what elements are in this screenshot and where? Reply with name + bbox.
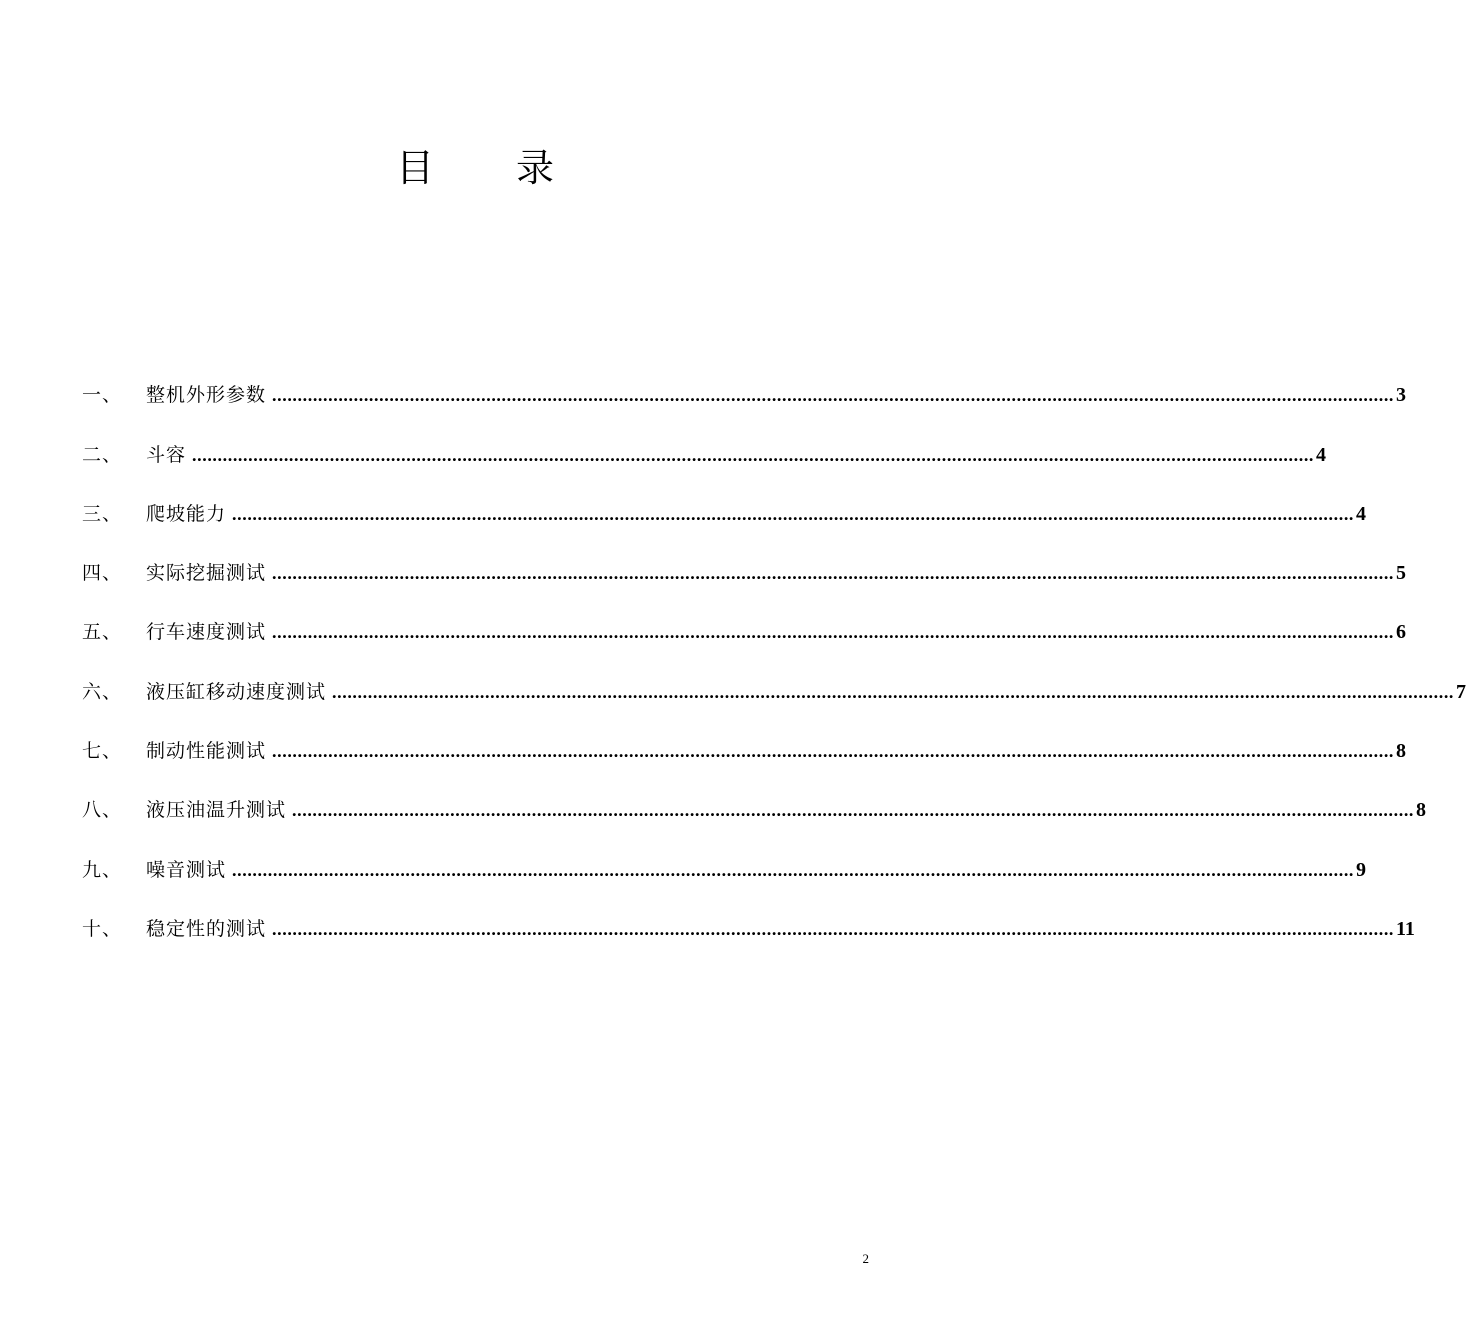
toc-entry-number: 一、 bbox=[82, 384, 123, 407]
toc-entry-number: 四、 bbox=[82, 562, 123, 585]
toc-dot-leader: ............................................................................................................................................................................................................................ bbox=[272, 385, 1395, 406]
toc-entry-page: 4 bbox=[1356, 502, 1367, 525]
title-char-1: 目 bbox=[395, 146, 434, 190]
toc-dot-leader: ............................................................................................................................................................................................................................ bbox=[192, 444, 1315, 465]
toc-dot-leader: ............................................................................................................................................................................................................................ bbox=[272, 741, 1395, 762]
toc-entry-number: 八、 bbox=[82, 799, 123, 822]
toc-entry-number: 十、 bbox=[82, 917, 123, 940]
toc-entry-page: 8 bbox=[1396, 740, 1407, 763]
toc-entry-title: 实际挖掘测试 bbox=[146, 562, 267, 585]
toc-dot-leader: ............................................................................................................................................................................................................................ bbox=[272, 563, 1395, 584]
toc-entry-number: 七、 bbox=[82, 740, 123, 763]
toc-entry-page: 7 bbox=[1456, 680, 1466, 703]
toc-entry-title: 制动性能测试 bbox=[146, 740, 267, 763]
toc-entry[interactable] bbox=[82, 414, 1327, 473]
toc-entry-page: 6 bbox=[1396, 621, 1407, 644]
toc-dot-leader: ............................................................................................................................................................................................................................ bbox=[292, 800, 1415, 821]
toc-entry[interactable] bbox=[82, 711, 1407, 770]
toc-dot-leader: ............................................................................................................................................................................................................................ bbox=[332, 681, 1455, 702]
toc-entry-number: 九、 bbox=[82, 858, 123, 881]
toc-entry[interactable] bbox=[82, 355, 1407, 414]
toc-entry-number: 五、 bbox=[82, 621, 123, 644]
toc-entry[interactable] bbox=[82, 770, 1427, 829]
toc-entry-title: 液压缸移动速度测试 bbox=[146, 680, 327, 703]
toc-entry[interactable] bbox=[82, 829, 1367, 888]
toc-entry[interactable] bbox=[82, 592, 1407, 651]
title-char-2: 录 bbox=[516, 146, 555, 190]
toc-entry-title: 噪音测试 bbox=[146, 858, 227, 881]
toc-entry-title: 稳定性的测试 bbox=[146, 917, 267, 940]
toc-entry-title: 整机外形参数 bbox=[146, 384, 267, 407]
toc-dot-leader: ............................................................................................................................................................................................................................ bbox=[232, 503, 1355, 524]
toc-entry-title: 行车速度测试 bbox=[146, 621, 267, 644]
toc-entry[interactable] bbox=[82, 533, 1407, 592]
toc-entry-page: 8 bbox=[1416, 799, 1427, 822]
toc-entry-title: 斗容 bbox=[146, 443, 187, 466]
toc-dot-leader: ............................................................................................................................................................................................................................ bbox=[272, 622, 1395, 643]
toc-dot-leader: ............................................................................................................................................................................................................................ bbox=[232, 859, 1355, 880]
table-of-contents bbox=[82, 355, 1466, 948]
toc-entry-number: 二、 bbox=[82, 443, 123, 466]
toc-entry-number: 三、 bbox=[82, 502, 123, 525]
toc-entry-page: 4 bbox=[1316, 443, 1327, 466]
page-number: 2 bbox=[862, 1251, 869, 1266]
toc-entry-page: 5 bbox=[1396, 562, 1407, 585]
toc-entry-title: 液压油温升测试 bbox=[146, 799, 287, 822]
toc-entry[interactable] bbox=[82, 651, 1466, 710]
toc-entry[interactable] bbox=[82, 474, 1367, 533]
toc-entry-page: 9 bbox=[1356, 858, 1367, 881]
toc-entry-page: 3 bbox=[1396, 384, 1407, 407]
page-title bbox=[0, 140, 950, 196]
toc-entry[interactable] bbox=[82, 889, 1415, 948]
toc-entry-number: 六、 bbox=[82, 680, 123, 703]
toc-entry-title: 爬坡能力 bbox=[146, 502, 227, 525]
toc-entry-page: 11 bbox=[1396, 917, 1415, 940]
toc-dot-leader: ............................................................................................................................................................................................................................ bbox=[272, 918, 1395, 939]
